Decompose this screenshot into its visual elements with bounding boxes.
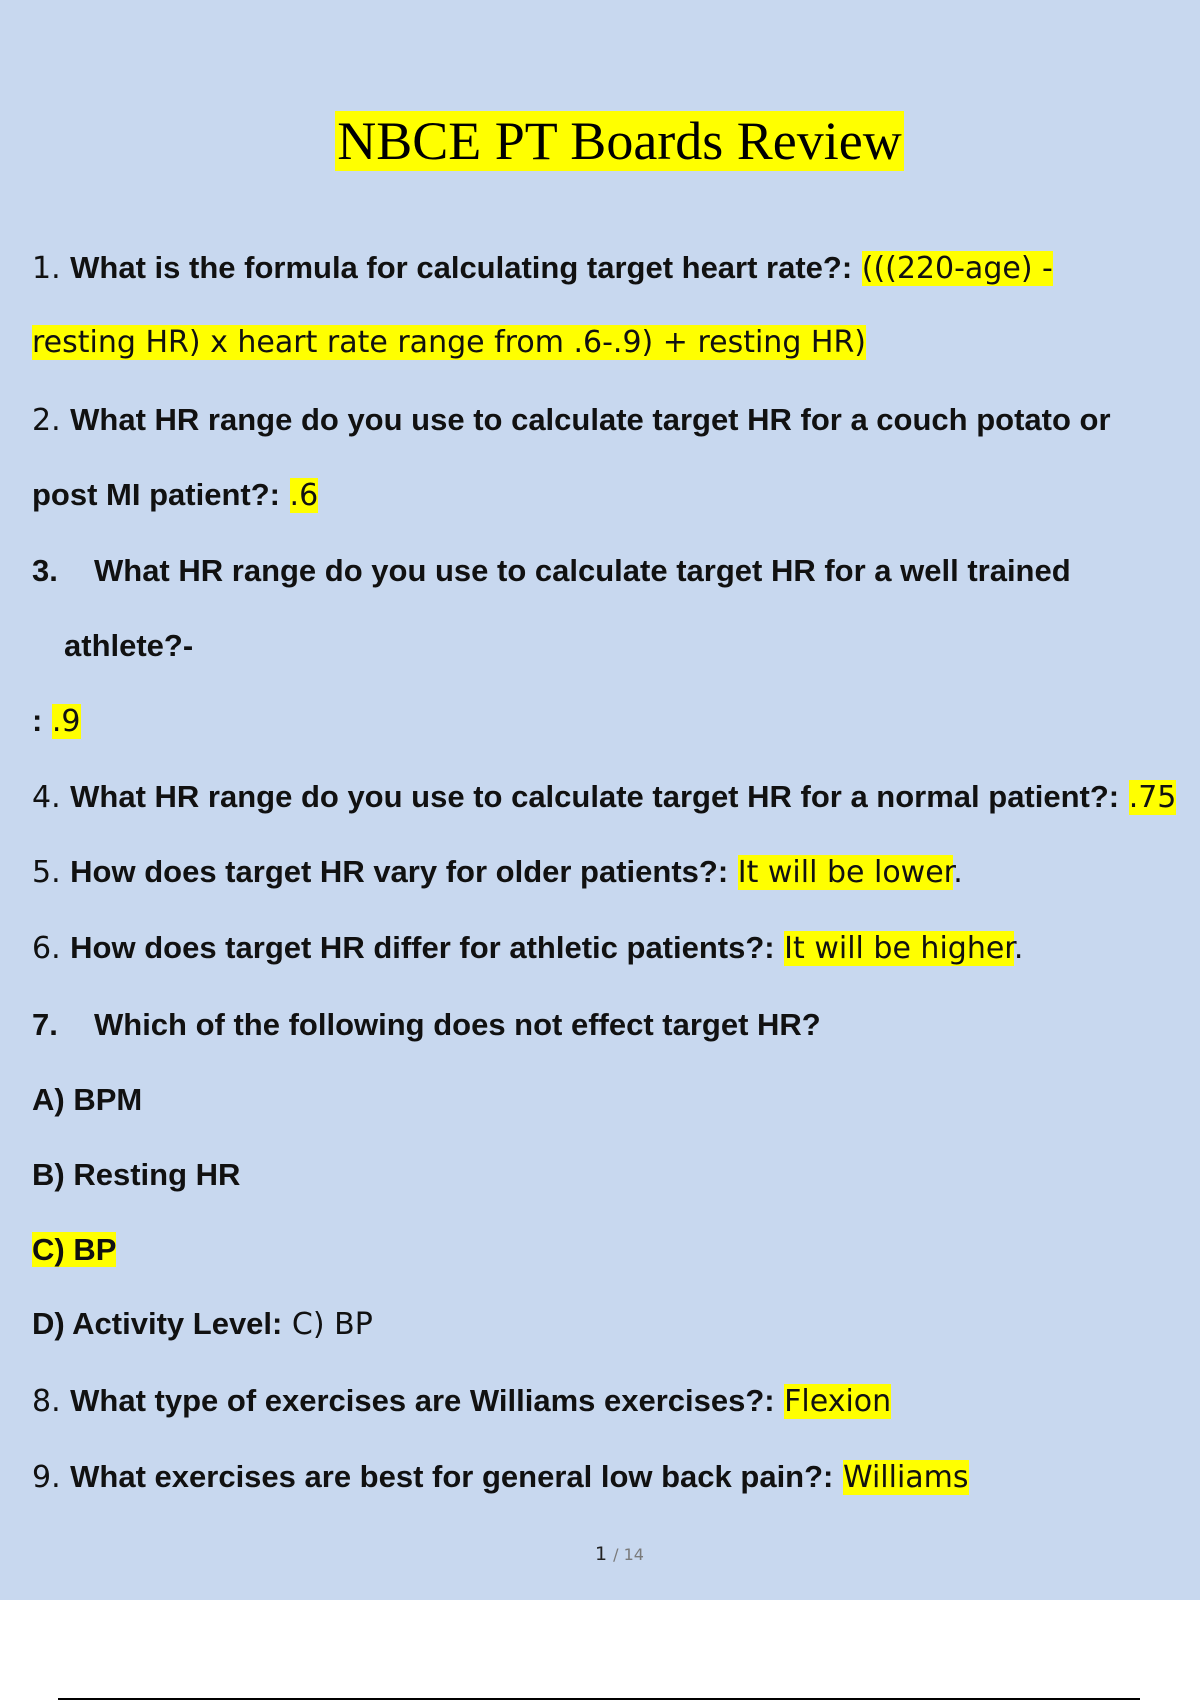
question-6: [32, 928, 1023, 969]
question-5-number: 5.: [32, 855, 61, 890]
page-current: 1: [595, 1543, 608, 1565]
question-9-number: 9.: [32, 1460, 61, 1495]
document-title: [0, 108, 1200, 174]
question-7-option-a-text: A) BPM: [32, 1082, 143, 1117]
question-3-text: What HR range do you use to calculate target HR for a well trained: [94, 553, 1071, 588]
document-title-text: NBCE PT Boards Review: [337, 111, 902, 171]
question-4-number: 4.: [32, 780, 61, 815]
question-2-text: What HR range do you use to calculate target HR for a couch potato or: [70, 402, 1111, 437]
page-indicator: [0, 1543, 1200, 1565]
question-7-text: Which of the following does not effect target HR?: [94, 1007, 821, 1042]
question-3-answer-prefix: :: [32, 703, 43, 738]
question-9-answer: Williams: [842, 1460, 969, 1495]
question-8-number: 8.: [32, 1384, 61, 1419]
question-8-text: What type of exercises are Williams exercises?:: [70, 1383, 775, 1418]
question-8: [32, 1381, 891, 1422]
question-7-option-a: [32, 1080, 142, 1121]
question-2-continued: [32, 475, 318, 516]
question-5: [32, 852, 963, 893]
question-7: [32, 1005, 821, 1046]
question-1-answer: (((220-age) -: [861, 251, 1053, 286]
question-4-text: What HR range do you use to calculate target HR for a normal patient?:: [70, 779, 1120, 814]
question-2-number: 2.: [32, 403, 61, 438]
question-1-answer-line-2: resting HR) x heart rate range from .6-.9) + resting HR): [32, 325, 867, 360]
question-1-answer-continued: [32, 323, 866, 363]
question-6-answer: It will be higher: [784, 931, 1014, 966]
question-9: [32, 1457, 969, 1498]
question-2-answer: .6: [289, 478, 319, 513]
question-7-option-b-text: B) Resting HR: [32, 1157, 241, 1192]
question-8-answer: Flexion: [784, 1384, 892, 1419]
question-6-suffix: .: [1013, 931, 1024, 966]
question-4: [32, 777, 1176, 818]
question-3-number: 3.: [32, 553, 58, 588]
question-7-option-b: [32, 1155, 240, 1196]
question-2-text-line-2: post MI patient?:: [32, 477, 280, 512]
question-7-answer: C) BP: [291, 1307, 373, 1342]
question-3-text-line-2: athlete?-: [64, 628, 194, 663]
question-5-text: How does target HR vary for older patients?:: [70, 854, 729, 889]
question-5-answer: It will be lower: [737, 855, 954, 890]
question-3-continued: [64, 626, 193, 667]
question-7-number: 7.: [32, 1007, 58, 1042]
question-7-option-d-text: D) Activity Level:: [32, 1306, 283, 1341]
question-6-text: How does target HR differ for athletic patients?:: [70, 930, 775, 965]
question-1-number: 1.: [32, 251, 61, 286]
question-7-option-c-text: C) BP: [32, 1232, 117, 1267]
question-3-answer: .9: [51, 704, 81, 739]
question-4-answer: .75: [1128, 780, 1177, 815]
question-7-option-d: [32, 1304, 373, 1345]
question-1-text: What is the formula for calculating target heart rate?:: [70, 250, 853, 285]
question-9-text: What exercises are best for general low back pain?:: [70, 1459, 834, 1494]
question-3: [32, 551, 1071, 592]
question-1: [32, 248, 1053, 289]
question-6-number: 6.: [32, 931, 61, 966]
page-total: / 14: [613, 1545, 644, 1564]
question-5-suffix: .: [953, 855, 963, 890]
question-2: [32, 400, 1111, 441]
question-3-answer-line: [32, 701, 81, 742]
question-7-option-c: [32, 1230, 116, 1271]
